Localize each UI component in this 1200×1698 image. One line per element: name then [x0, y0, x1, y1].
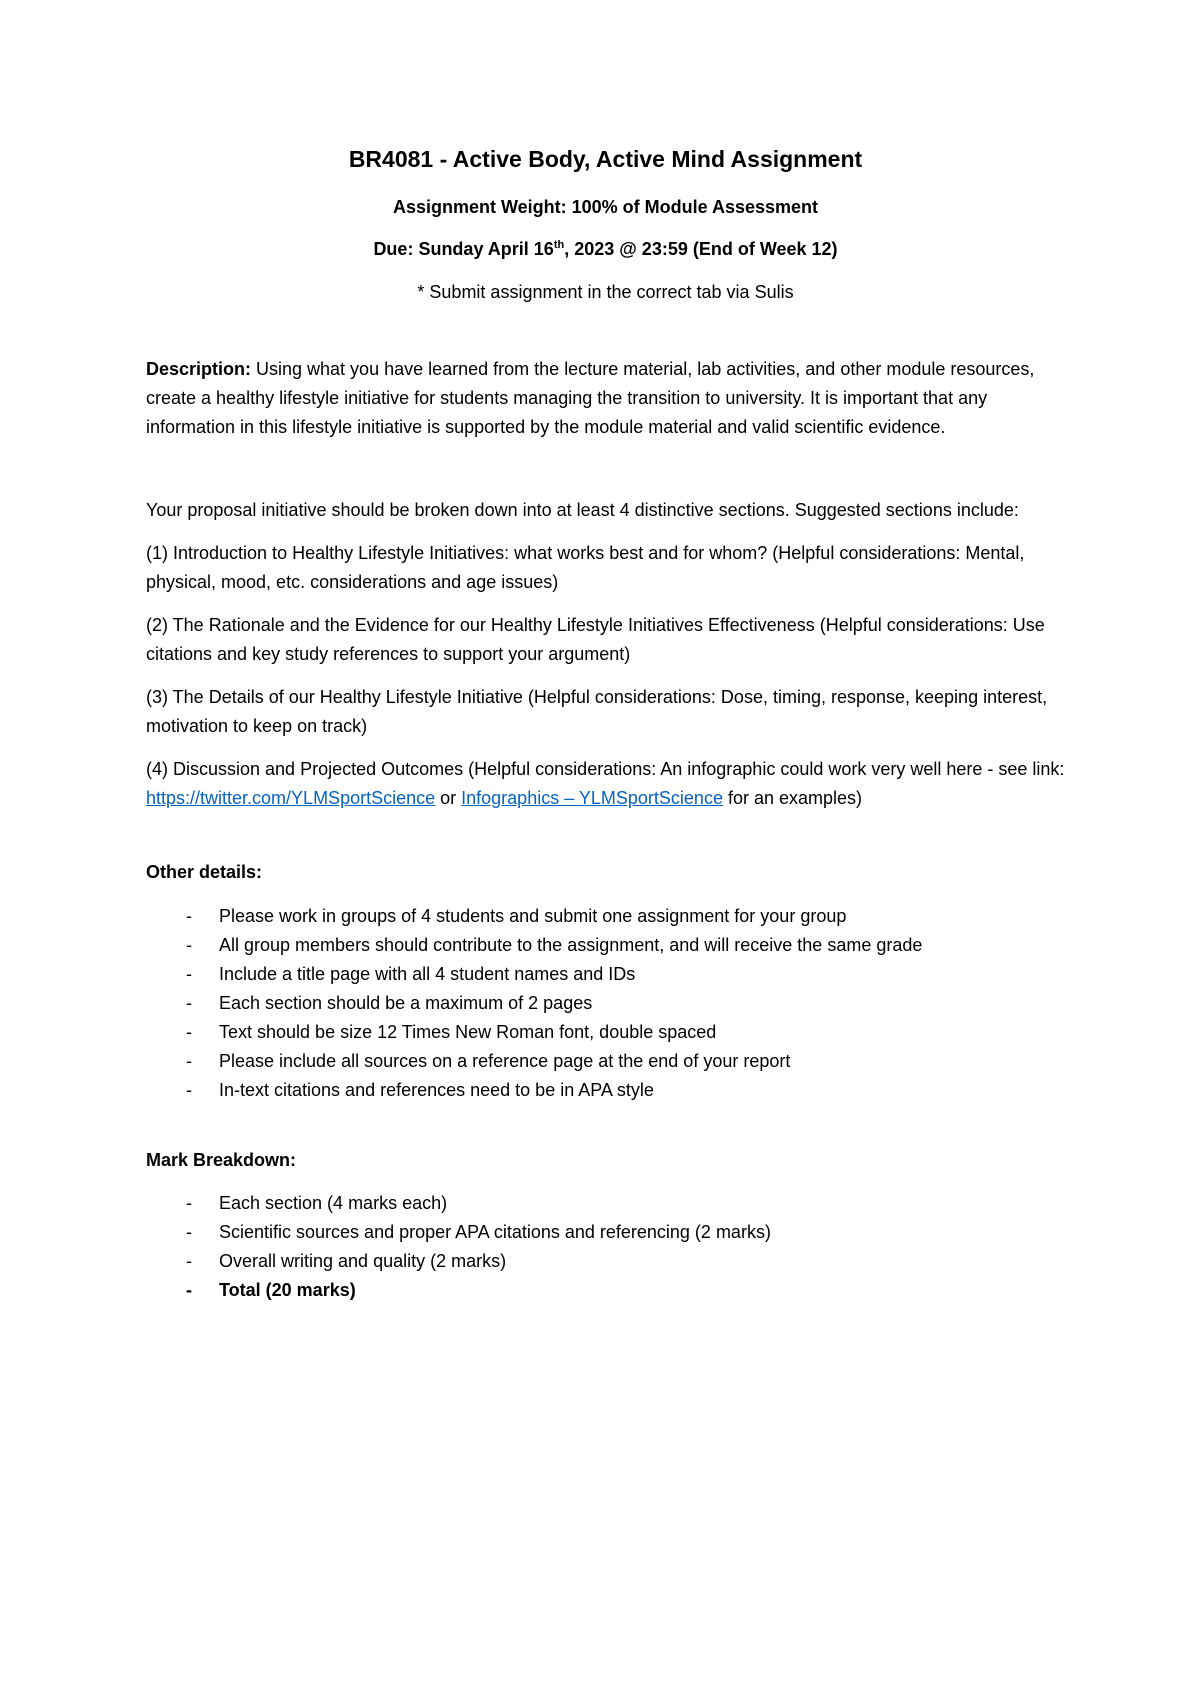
list-item [146, 1189, 1065, 1218]
total-marks: Total (20 marks) [219, 1280, 356, 1301]
list-item-text: Each section (4 marks each) [219, 1193, 448, 1214]
section-4-text-after: for an examples) [722, 788, 863, 809]
list-item-text: Include a title page with all 4 student names and IDs [219, 963, 636, 984]
list-item-text: Please include all sources on a reference page at the end of your report [219, 1050, 791, 1071]
mark-breakdown-heading: Mark Breakdown: [146, 1149, 297, 1170]
section-1: (1) Introduction to Healthy Lifestyle Initiatives: what works best and for whom? (Helpful considerations: Mental, physical, mood, etc. considerations and age issues) [146, 543, 1025, 593]
list-dash: - [186, 934, 192, 955]
list-item [146, 1247, 1065, 1276]
list-item-text: Scientific sources and proper APA citations and referencing (2 marks) [219, 1222, 771, 1243]
section-3: (3) The Details of our Healthy Lifestyle Initiative (Helpful considerations: Dose, timing, response, keeping interest, motivation to keep on track) [146, 687, 1048, 737]
mark-breakdown-list [146, 1189, 1065, 1305]
list-item-text: All group members should contribute to the assignment, and will receive the same grade [219, 934, 923, 955]
list-item [146, 989, 1065, 1018]
list-dash: - [186, 1021, 192, 1042]
section-2: (2) The Rationale and the Evidence for our Healthy Lifestyle Initiatives Effectiveness (Helpful considerations: Use citations and key study references to support your argument) [146, 615, 1045, 665]
description-paragraph [146, 355, 1065, 442]
list-dash: - [186, 1050, 192, 1071]
list-item-total [146, 1276, 1065, 1305]
list-dash: - [186, 905, 192, 926]
submit-note: * Submit assignment in the correct tab via Sulis [417, 281, 794, 302]
spacer [146, 1105, 1065, 1149]
list-item [146, 1076, 1065, 1105]
list-item-text: Each section should be a maximum of 2 pages [219, 992, 593, 1013]
description-text: Using what you have learned from the lecture material, lab activities, and other module resources, create a healthy lifestyle initiative for students managing the transition to university. It is important that any information in this lifestyle initiative is supported by the module material and valid scientific evidence. [146, 359, 1035, 438]
section-4-text-before: (4) Discussion and Projected Outcomes (Helpful considerations: An infographic could work very well here - see link: [146, 759, 1065, 780]
due-date [146, 238, 1065, 261]
other-details-heading: Other details: [146, 862, 263, 883]
list-item [146, 902, 1065, 931]
due-date-ordinal: th [553, 239, 565, 252]
other-details-list [146, 902, 1065, 1105]
assignment-weight: Assignment Weight: 100% of Module Assessment [392, 196, 819, 217]
document-title: BR4081 - Active Body, Active Mind Assignment [348, 146, 863, 172]
list-item [146, 1047, 1065, 1076]
due-date-suffix: , 2023 @ 23:59 (End of Week 12) [564, 239, 838, 260]
section-4 [146, 755, 1065, 813]
twitter-link[interactable]: https://twitter.com/YLMSportScience [146, 788, 436, 809]
list-dash: - [186, 1251, 192, 1272]
list-item-text: Please work in groups of 4 students and submit one assignment for your group [219, 905, 847, 926]
list-item [146, 931, 1065, 960]
due-date-prefix: Due: Sunday April 16 [373, 239, 554, 260]
infographics-link[interactable]: Infographics – YLMSportScience [461, 788, 723, 809]
list-item [146, 960, 1065, 989]
list-item [146, 1218, 1065, 1247]
list-dash: - [186, 1222, 192, 1243]
list-dash: - [186, 1193, 192, 1214]
section-4-text-between: or [435, 788, 462, 809]
list-dash: - [186, 992, 192, 1013]
list-item-text: Overall writing and quality (2 marks) [219, 1251, 507, 1272]
list-dash: - [186, 963, 192, 984]
list-item [146, 1018, 1065, 1047]
sections-intro: Your proposal initiative should be broken down into at least 4 distinctive sections. Suggested sections include: [146, 500, 1019, 521]
list-item-text: In-text citations and references need to be in APA style [219, 1079, 654, 1100]
list-dash: - [186, 1079, 192, 1100]
list-item-text: Text should be size 12 Times New Roman font, double spaced [219, 1021, 717, 1042]
list-dash: - [186, 1280, 192, 1301]
description-label: Description: [146, 359, 252, 380]
